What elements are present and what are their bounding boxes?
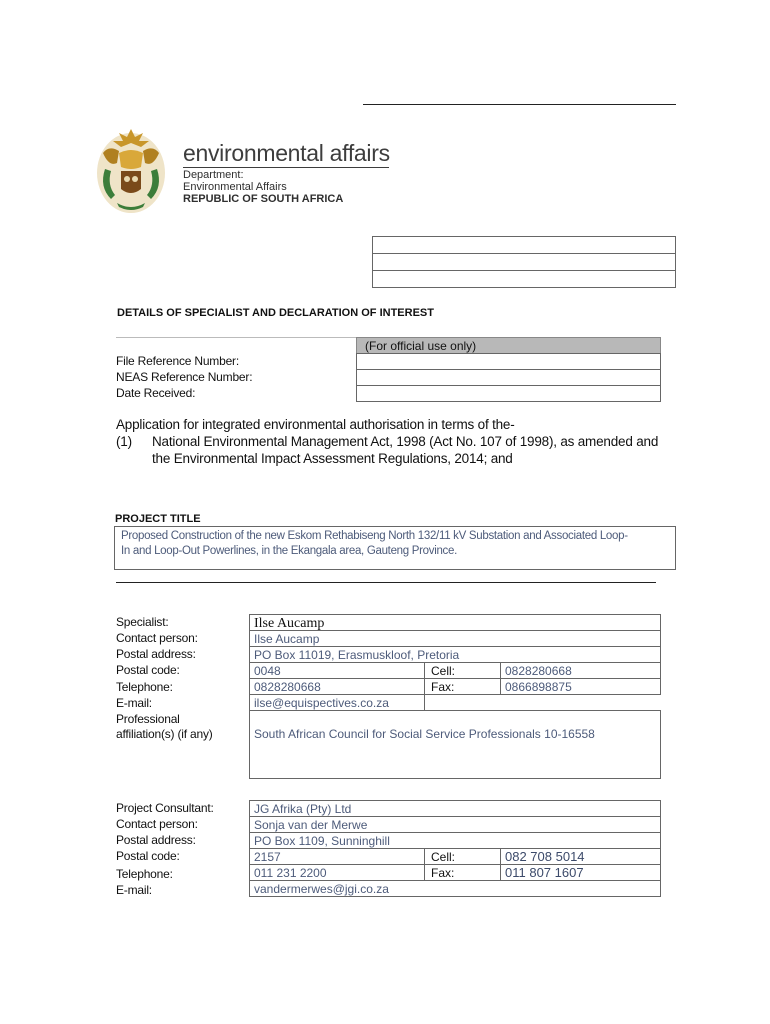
logo-title: environmental affairs: [183, 140, 390, 166]
specialist-fax-label: Fax:: [424, 678, 501, 695]
specialist-affiliation-field[interactable]: [249, 710, 661, 779]
specialist-postal-code-field[interactable]: 0048: [249, 662, 425, 679]
specialist-cell-label: Cell:: [424, 662, 501, 679]
consultant-contact-field[interactable]: Sonja van der Merwe: [249, 816, 661, 833]
consultant-label: Project Consultant:: [116, 801, 214, 815]
consultant-cell-field[interactable]: 082 708 5014: [500, 848, 661, 865]
neas-reference-field[interactable]: [356, 369, 661, 386]
specialist-affiliation-label-1: Professional: [116, 712, 180, 726]
application-intro: Application for integrated environmental authorisation in terms of the-: [116, 417, 515, 432]
consultant-postal-code-field[interactable]: 2157: [249, 848, 425, 865]
specialist-affiliation-label-2: affiliation(s) (if any): [116, 727, 213, 741]
consultant-fax-field[interactable]: 011 807 1607: [500, 864, 661, 881]
specialist-cell-field[interactable]: 0828280668: [500, 662, 661, 679]
specialist-postal-address-label: Postal address:: [116, 647, 196, 661]
project-title-line1: Proposed Construction of the new Eskom Rethabiseng North 132/11 kV Substation and Associated Loop-: [121, 530, 628, 542]
logo-country: REPUBLIC OF SOUTH AFRICA: [183, 193, 344, 205]
consultant-fax-label: Fax:: [424, 864, 501, 881]
logo-underline: [183, 167, 389, 168]
consultant-telephone-label: Telephone:: [116, 867, 173, 881]
project-title-box[interactable]: [114, 526, 676, 570]
top-box-row-2[interactable]: [372, 253, 676, 271]
form-heading: DETAILS OF SPECIALIST AND DECLARATION OF INTEREST: [117, 307, 434, 319]
consultant-name-field[interactable]: JG Afrika (Pty) Ltd: [249, 800, 661, 817]
logo-dept-line1: Department:: [183, 169, 244, 181]
project-title-line2: In and Loop-Out Powerlines, in the Ekangala area, Gauteng Province.: [121, 545, 457, 557]
specialist-label: Specialist:: [116, 615, 169, 629]
application-item-number: (1): [116, 434, 132, 449]
file-reference-label: File Reference Number:: [116, 354, 239, 368]
coat-of-arms-logo: [95, 123, 167, 215]
specialist-telephone-field[interactable]: 0828280668: [249, 678, 425, 695]
top-box-row-3[interactable]: [372, 270, 676, 288]
specialist-postal-address-field[interactable]: PO Box 11019, Erasmuskloof, Pretoria: [249, 646, 661, 663]
consultant-telephone-field[interactable]: 011 231 2200: [249, 864, 425, 881]
consultant-email-field[interactable]: vandermerwes@jgi.co.za: [249, 880, 661, 897]
neas-reference-label: NEAS Reference Number:: [116, 370, 253, 384]
specialist-postal-code-label: Postal code:: [116, 663, 180, 677]
specialist-fax-field[interactable]: 0866898875: [500, 678, 661, 695]
specialist-affiliation-text: South African Council for Social Service Professionals 10-16558: [254, 727, 595, 741]
file-reference-field[interactable]: [356, 353, 661, 370]
specialist-contact-label: Contact person:: [116, 631, 198, 645]
top-box-row-1[interactable]: [372, 236, 676, 254]
consultant-postal-address-label: Postal address:: [116, 833, 196, 847]
logo-dept-line2: Environmental Affairs: [183, 181, 287, 193]
date-received-label: Date Received:: [116, 386, 196, 400]
specialist-contact-field[interactable]: Ilse Aucamp: [249, 630, 661, 647]
consultant-postal-address-field[interactable]: PO Box 1109, Sunninghill: [249, 832, 661, 849]
specialist-email-label: E-mail:: [116, 696, 152, 710]
consultant-cell-label: Cell:: [424, 848, 501, 865]
consultant-postal-code-label: Postal code:: [116, 849, 180, 863]
specialist-name-field[interactable]: Ilse Aucamp: [249, 614, 661, 631]
consultant-contact-label: Contact person:: [116, 817, 198, 831]
application-item-line1: National Environmental Management Act, 1998 (Act No. 107 of 1998), as amended and: [152, 434, 659, 449]
application-item-line2: the Environmental Impact Assessment Regulations, 2014; and: [152, 451, 513, 466]
consultant-email-label: E-mail:: [116, 883, 152, 897]
specialist-email-field[interactable]: ilse@equispectives.co.za: [249, 694, 425, 711]
project-title-rule: [116, 582, 656, 583]
project-title-heading: PROJECT TITLE: [115, 513, 201, 525]
official-use-header: (For official use only): [356, 337, 661, 354]
specialist-telephone-label: Telephone:: [116, 680, 173, 694]
date-received-field[interactable]: [356, 385, 661, 402]
top-rule: [363, 104, 676, 105]
form-heading-rule: [116, 337, 356, 338]
